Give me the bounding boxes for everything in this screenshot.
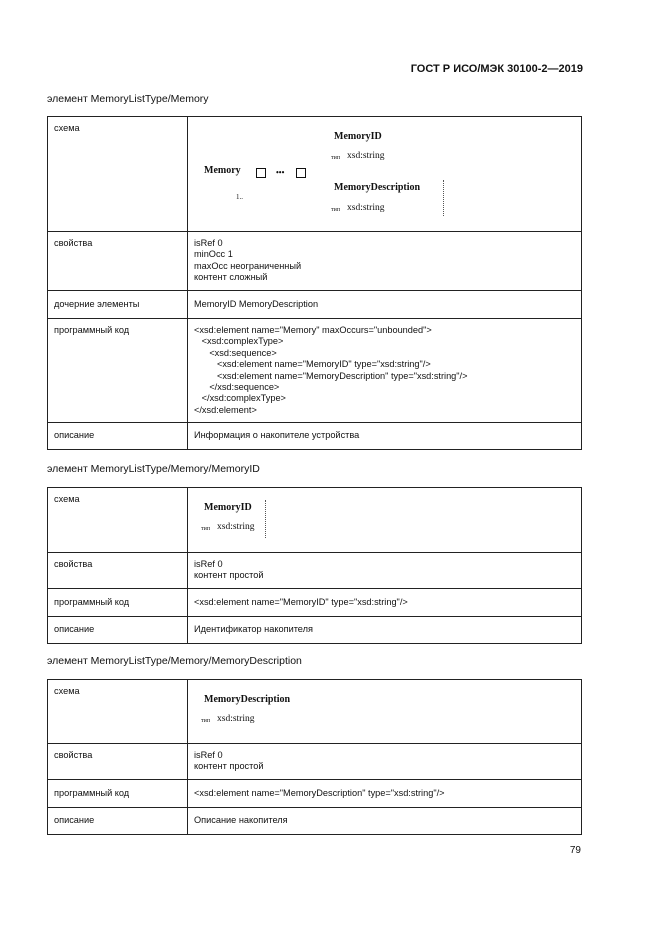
code-line: <xsd:element name="MemoryDescription" type="xsd:string"/> xyxy=(194,787,445,798)
type-word: тип xyxy=(331,155,341,161)
code-line: <xsd:element name="MemoryID" type="xsd:string"/> xyxy=(194,596,408,607)
schema-type-memoryid: xsd:string xyxy=(347,151,385,161)
row-label-description: описание xyxy=(48,423,188,449)
row-label-description: описание xyxy=(48,808,188,834)
box-edge-icon xyxy=(265,500,266,538)
row-label-code: программный код xyxy=(48,779,188,807)
code-memorydescription xyxy=(188,779,582,807)
description-memorydescription: Описание накопителя xyxy=(188,808,582,834)
row-label-schema: схема xyxy=(48,680,188,744)
type-word: тип xyxy=(201,526,211,532)
properties-memorydescription xyxy=(188,744,582,780)
sequence-box-icon xyxy=(296,168,306,178)
row-label-code: программный код xyxy=(48,319,188,423)
row-label-children: дочерние элементы xyxy=(48,290,188,318)
code-memory xyxy=(188,319,582,423)
code-line: <xsd:element name="MemoryDescription" type="xsd:string"/> xyxy=(194,370,468,381)
schema-type: xsd:string xyxy=(217,522,255,532)
code-line: <xsd:element name="MemoryID" type="xsd:string"/> xyxy=(194,359,431,370)
row-label-schema: схема xyxy=(48,488,188,553)
properties-memory xyxy=(188,232,582,291)
schema-diagram-memorydescription xyxy=(188,680,582,744)
type-word: тип xyxy=(201,718,211,724)
code-line: <xsd:element name="Memory" maxOccurs="unbounded"> xyxy=(194,325,432,336)
code-memoryid xyxy=(188,588,582,616)
property-line: контент сложный xyxy=(194,272,268,283)
properties-memoryid xyxy=(188,553,582,589)
schema-type: xsd:string xyxy=(217,714,255,724)
section-title-memorydescription: элемент MemoryListType/Memory/MemoryDescription xyxy=(47,655,302,667)
description-memoryid: Идентификатор накопителя xyxy=(188,617,582,643)
children-memory: MemoryID MemoryDescription xyxy=(188,290,582,318)
element-box-icon xyxy=(256,168,266,178)
row-label-properties: свойства xyxy=(48,553,188,589)
property-line: maxOcc неограниченный xyxy=(194,260,302,271)
property-line: isRef 0 xyxy=(194,750,223,760)
code-line: </xsd:sequence> xyxy=(194,382,280,393)
multiplicity: 1.. xyxy=(236,193,243,201)
type-word: тип xyxy=(331,207,341,213)
code-line: <xsd:sequence> xyxy=(194,347,277,358)
schema-root-memory: Memory xyxy=(204,165,241,176)
property-line: контент простой xyxy=(194,761,264,772)
document-header: ГОСТ Р ИСО/МЭК 30100-2—2019 xyxy=(410,63,583,75)
schema-diagram-memory xyxy=(188,117,582,232)
schema-name-memoryid: MemoryID xyxy=(204,502,252,513)
property-line: isRef 0 xyxy=(194,238,223,248)
schema-type-memorydescription: xsd:string xyxy=(347,203,385,213)
row-label-schema: схема xyxy=(48,117,188,232)
row-label-description: описание xyxy=(48,617,188,643)
section-title-memoryid: элемент MemoryListType/Memory/MemoryID xyxy=(47,463,260,475)
row-label-properties: свойства xyxy=(48,232,188,291)
property-line: minOcc 1 xyxy=(194,249,233,260)
schema-child-memoryid: MemoryID xyxy=(334,131,382,142)
element-table-memory xyxy=(47,116,582,450)
box-edge-icon xyxy=(443,180,444,216)
element-table-memorydescription xyxy=(47,679,582,835)
description-memory: Информация о накопителе устройства xyxy=(188,423,582,449)
schema-child-memorydescription: MemoryDescription xyxy=(334,182,421,193)
row-label-properties: свойства xyxy=(48,744,188,780)
code-line: </xsd:element> xyxy=(194,404,257,415)
page-number: 79 xyxy=(569,845,581,856)
property-line: контент простой xyxy=(194,570,264,581)
section-title-memory: элемент MemoryListType/Memory xyxy=(47,93,209,105)
row-label-code: программный код xyxy=(48,588,188,616)
code-line: </xsd:complexType> xyxy=(194,393,286,404)
element-table-memoryid xyxy=(47,487,582,644)
schema-name-memorydescription: MemoryDescription xyxy=(204,694,291,705)
sequence-symbol: ••• xyxy=(276,168,285,177)
schema-diagram-memoryid xyxy=(188,488,582,553)
code-line: <xsd:complexType> xyxy=(194,336,284,347)
property-line: isRef 0 xyxy=(194,559,223,569)
